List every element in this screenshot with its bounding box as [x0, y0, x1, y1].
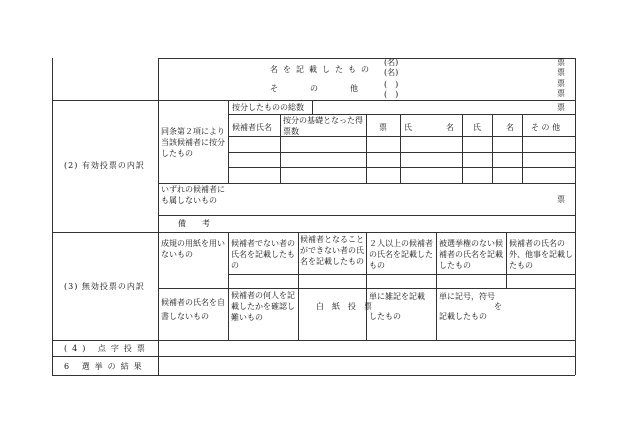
proportional-total-label: 按分したものの総数: [232, 103, 304, 112]
col-basis-votes: 按分の基礎となった得票数: [283, 116, 363, 136]
valid-section-label: (2) 有効投票の内訳: [64, 161, 145, 170]
invalid-reason: 単に雑記を記載: [369, 292, 425, 301]
rule: [366, 114, 367, 183]
col-candidate-name: 候補者氏名: [232, 123, 272, 132]
rule: [492, 114, 493, 183]
col-header: 名: [506, 123, 514, 132]
rule: [228, 232, 229, 340]
rule: [298, 232, 299, 340]
rule: [462, 114, 463, 183]
col-header: 氏: [473, 123, 481, 132]
others-label: その他: [270, 84, 390, 93]
invalid-reason: 成規の用紙を用いないもの: [161, 239, 225, 259]
invalid-reason: 候補者となることができない者の氏名を記載したもの: [300, 235, 364, 266]
rule: [52, 375, 575, 376]
unit-mark: 票: [557, 79, 565, 88]
para2-label: 同条第２項により当該候補者に按分したもの: [161, 127, 225, 158]
rule: [400, 114, 401, 183]
proportional-total-unit: 票: [557, 103, 565, 112]
invalid-reason: 候補者の氏名の外、他事を記載したもの: [509, 239, 573, 270]
col-header: 名: [446, 123, 454, 132]
rule: [158, 58, 159, 375]
paren-mark: (名): [384, 68, 399, 77]
rule: [158, 58, 575, 59]
rule: [575, 58, 576, 375]
rule: [366, 232, 367, 340]
col-header: 氏: [404, 123, 412, 132]
invalid-reason: 候補者の氏名を自書しないもの: [161, 298, 225, 321]
invalid-reason: 白紙投票: [316, 302, 380, 311]
rule: [312, 100, 313, 114]
paren-mark: ( ): [384, 80, 399, 89]
rule: [52, 100, 575, 101]
rule: [158, 215, 575, 216]
unit-mark: 票: [557, 89, 565, 98]
invalid-reason: 候補者でない者の氏名を記載したもの: [231, 239, 295, 270]
paren-mark: (名): [384, 58, 399, 67]
unassigned-label: いずれの候補者にも属しないもの: [161, 185, 225, 205]
rule: [522, 114, 523, 183]
col-header: 票: [379, 123, 387, 132]
braille-label: (4) 点字投票: [64, 344, 150, 353]
unit-mark: 票: [557, 58, 565, 67]
invalid-reason: 被選挙権のない候補者の氏名を記載したもの: [439, 239, 503, 270]
rule: [228, 274, 575, 275]
rule: [52, 356, 575, 357]
paren-mark: ( ): [384, 90, 399, 99]
rule: [280, 114, 281, 183]
rule: [52, 232, 575, 233]
remarks-label: 備 考: [178, 219, 210, 228]
col-header: そ の 他: [531, 123, 561, 132]
rule: [52, 340, 575, 341]
invalid-reason: 記載したもの: [439, 312, 487, 321]
candidate-label: 名を記載したもの: [270, 65, 374, 74]
invalid-reason: したもの: [369, 312, 401, 321]
rule: [506, 232, 507, 288]
rule: [52, 58, 53, 375]
rule: [228, 100, 229, 183]
unit-mark: 票: [557, 68, 565, 77]
rule: [436, 232, 437, 340]
invalid-reason: を: [494, 302, 502, 311]
unassigned-unit: 票: [557, 195, 565, 204]
invalid-reason: ２人以上の候補者の氏名を記載したもの: [369, 239, 433, 270]
invalid-reason: 単に記号，符号: [439, 292, 495, 301]
result-label: 6 選挙の結果: [64, 362, 147, 371]
invalid-section-label: (3) 無効投票の内訳: [64, 282, 145, 291]
invalid-reason: 候補者の何人を記載したかを確認し難いもの: [231, 291, 295, 322]
